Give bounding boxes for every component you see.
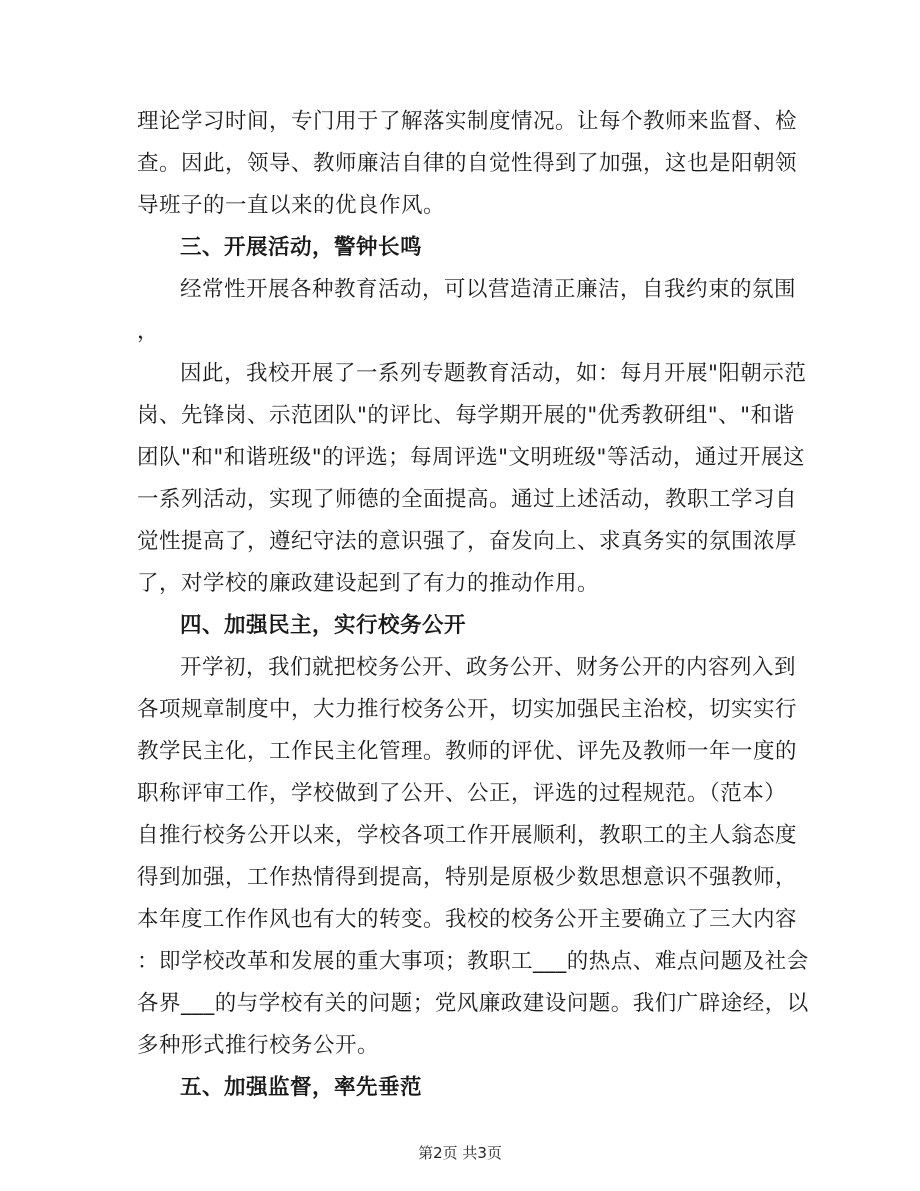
page-number: 第2页 共3页 xyxy=(418,1144,502,1162)
body-text-line: 各界___的与学校有关的问题；党风廉政建设问题。我们广辟途经，以 xyxy=(137,991,809,1016)
body-text-line: 自推行校务公开以来，学校各项工作开展顺利，教职工的主人翁态度 xyxy=(137,823,798,848)
body-text-line: 查。因此，领导、教师廉洁自律的自觉性得到了加强，这也是阳朝领 xyxy=(137,151,798,176)
body-text-line: ， xyxy=(137,319,160,344)
body-text-line: 教学民主化，工作民主化管理。教师的评优、评先及教师一年一度的 xyxy=(137,739,798,764)
body-text-line: 职称评审工作，学校做到了公开、公正，评选的过程规范。（范本） xyxy=(137,781,787,806)
body-text-line: 多种形式推行校务公开。 xyxy=(137,1033,380,1058)
body-text-line: 本年度工作作风也有大的转变。我校的校务公开主要确立了三大内容 xyxy=(137,907,798,932)
body-text-line: 理论学习时间，专门用于了解落实制度情况。让每个教师来监督、检 xyxy=(137,109,798,134)
body-text-line: 开学初，我们就把校务公开、政务公开、财务公开的内容列入到 xyxy=(180,655,797,680)
section-heading: 五、加强监督，率先垂范 xyxy=(180,1075,423,1100)
body-text-line: 各项规章制度中，大力推行校务公开，切实加强民主治校，切实实行 xyxy=(137,697,798,722)
body-text-line: 导班子的一直以来的优良作风。 xyxy=(137,193,446,218)
body-text-line: 觉性提高了，遵纪守法的意识强了，奋发向上、求真务实的氛围浓厚 xyxy=(137,529,798,554)
body-text-line: 经常性开展各种教育活动，可以营造清正廉洁，自我约束的氛围 xyxy=(180,277,797,302)
body-text-line: 岗、先锋岗、示范团队"的评比、每学期开展的"优秀教研组"、"和谐 xyxy=(137,403,795,428)
section-heading: 三、开展活动，警钟长鸣 xyxy=(180,235,423,260)
body-text-line: 得到加强，工作热情得到提高，特别是原极少数思想意识不强教师， xyxy=(137,865,798,890)
body-text-line: 团队"和"和谐班级"的评选；每周评选"文明班级"等活动，通过开展这 xyxy=(137,445,805,470)
body-text-line: 一系列活动，实现了师德的全面提高。通过上述活动，教职工学习自 xyxy=(137,487,798,512)
body-text-line: 因此，我校开展了一系列专题教育活动，如：每月开展"阳朝示范 xyxy=(180,361,807,386)
body-text-line: 了，对学校的廉政建设起到了有力的推动作用。 xyxy=(137,571,600,596)
section-heading: 四、加强民主，实行校务公开 xyxy=(180,613,467,638)
body-text-line: ：即学校改革和发展的重大事项；教职工___的热点、难点问题及社会 xyxy=(137,949,809,974)
